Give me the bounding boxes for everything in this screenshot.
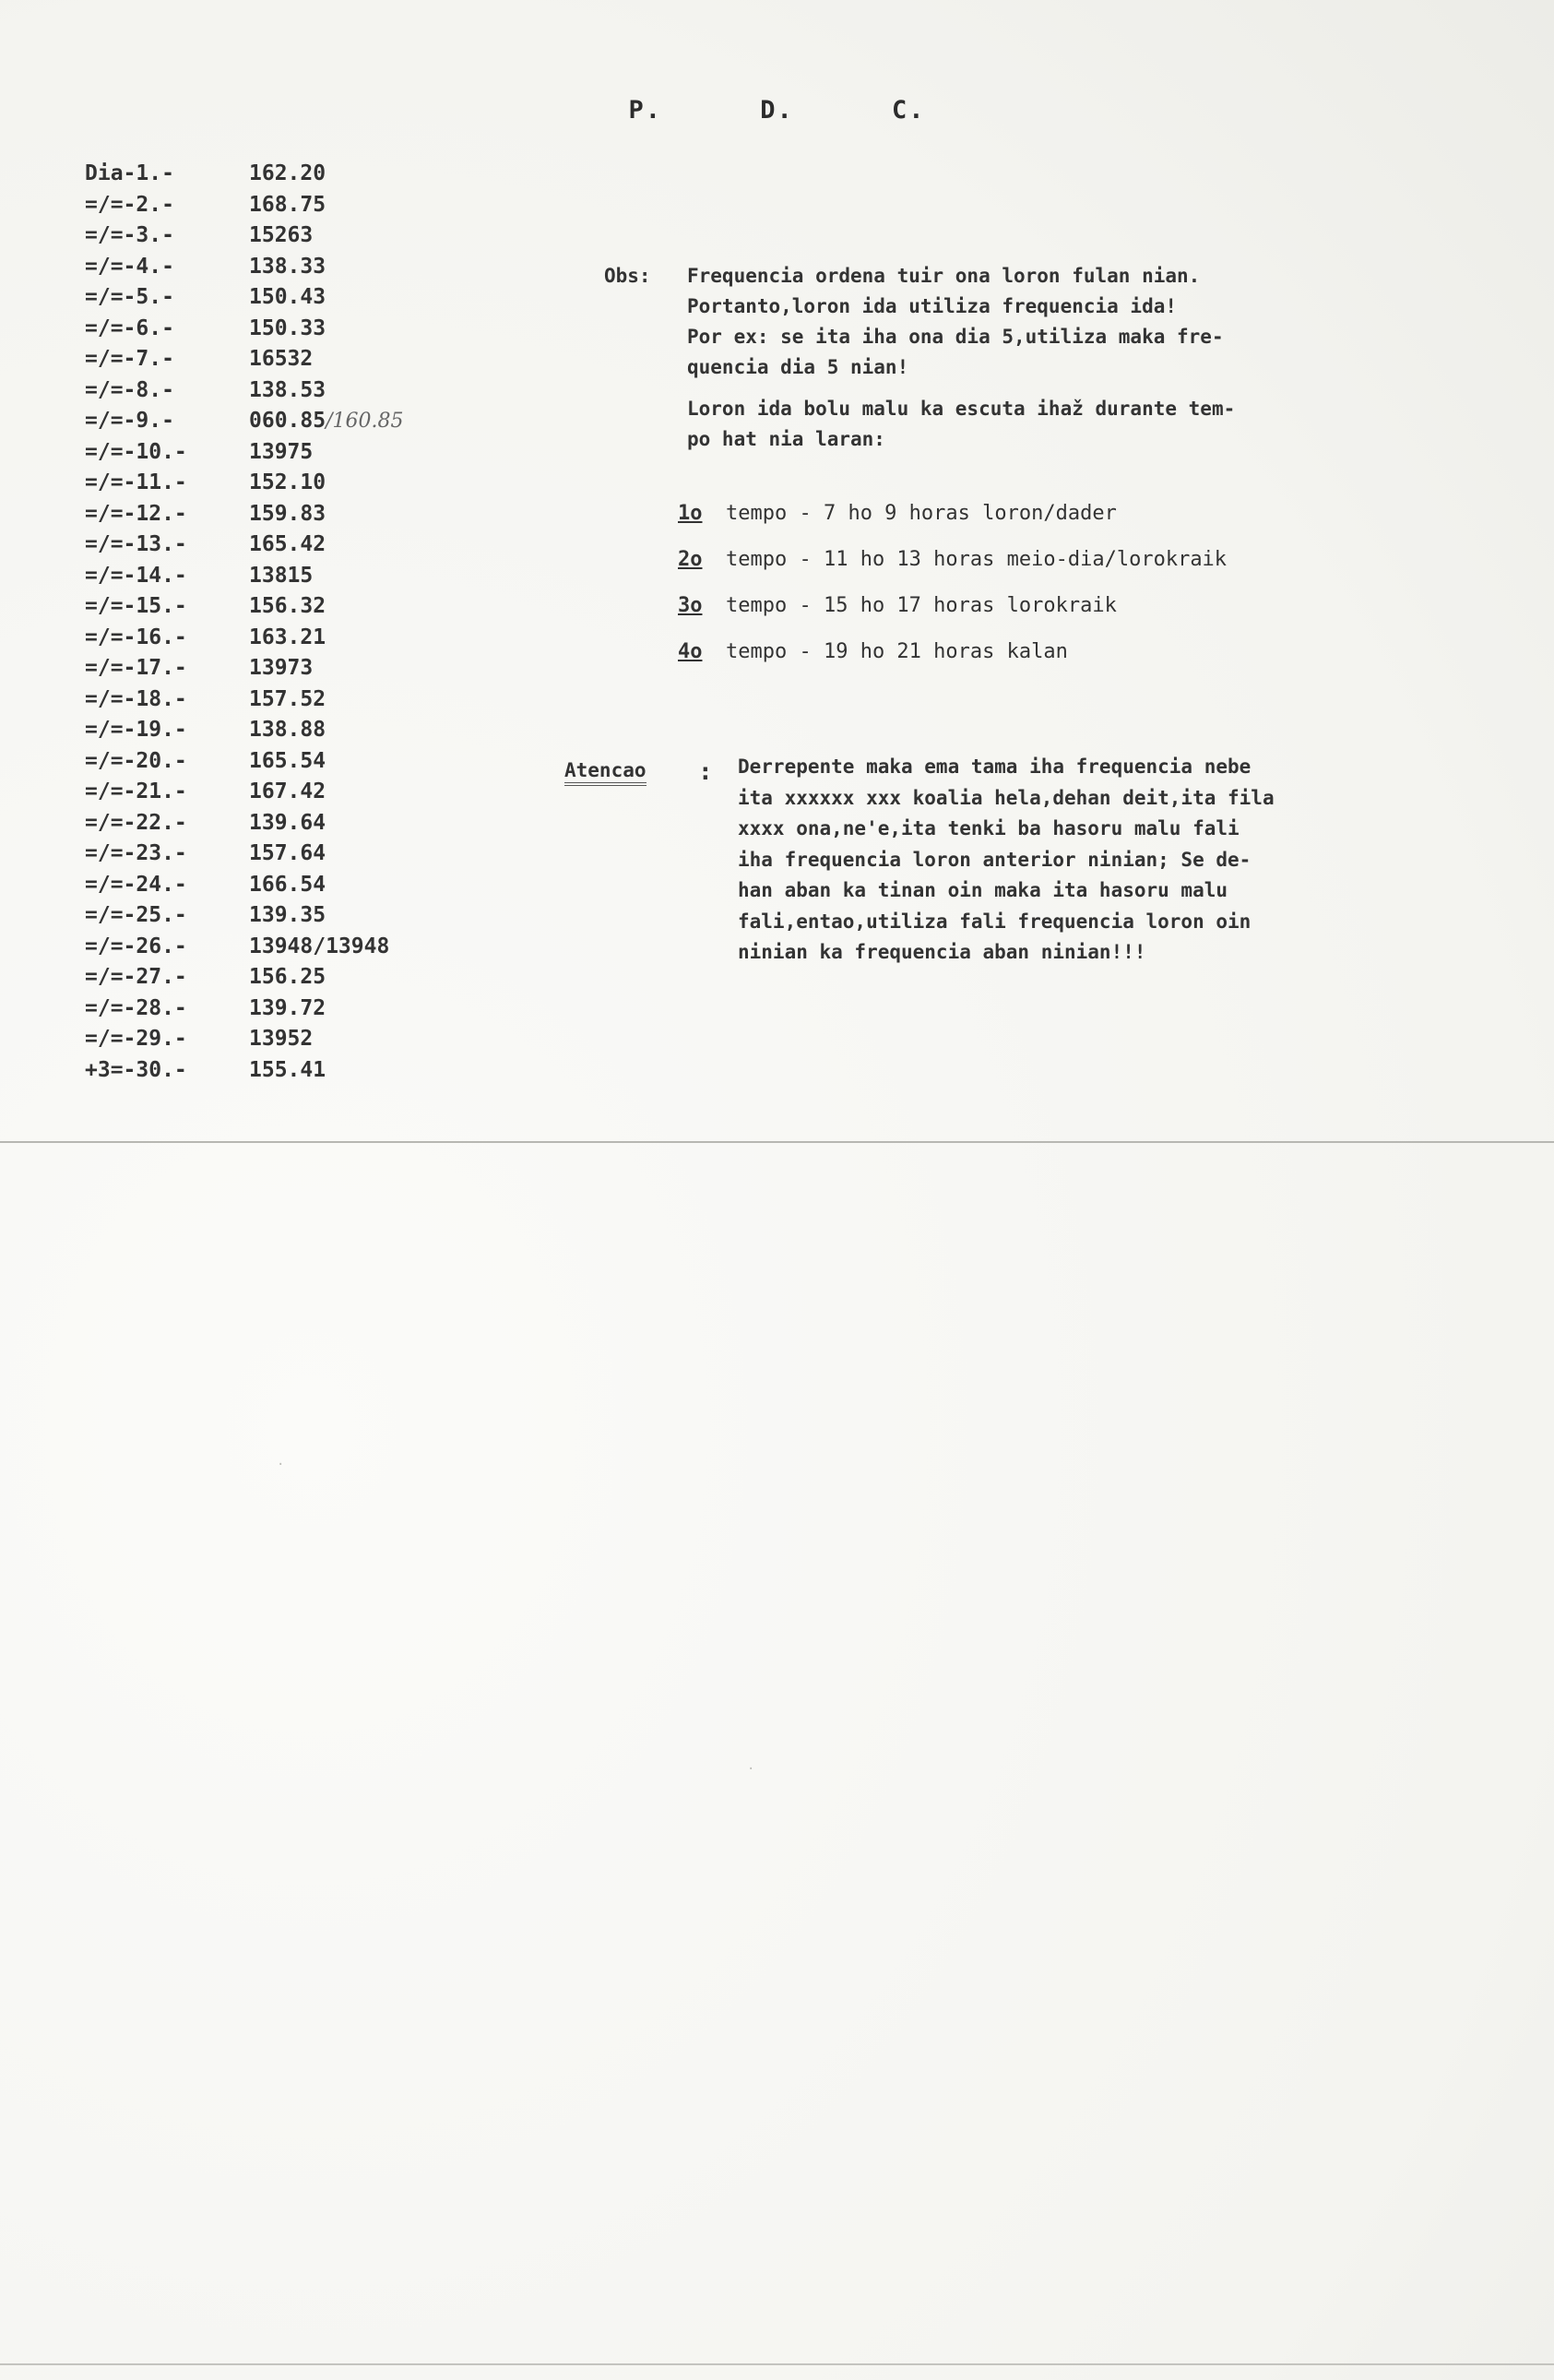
frequency-value: 13815 — [249, 563, 314, 588]
frequency-row — [85, 314, 509, 345]
frequency-row — [85, 839, 509, 870]
tempo-row — [678, 583, 1508, 629]
day-label: =/=-21.- — [85, 779, 187, 803]
obs-line: quencia dia 5 nian! — [687, 356, 909, 378]
obs-line: Portanto,loron ida utiliza frequencia ida! — [687, 295, 1178, 317]
atencao-text — [738, 752, 1503, 969]
obs-line — [604, 261, 1489, 292]
tempo-list — [678, 491, 1508, 675]
frequency-value: 060.85 — [249, 409, 326, 433]
day-label: =/=-13.- — [85, 532, 187, 556]
tempo-ordinal: 2o — [678, 548, 703, 571]
frequency-row — [85, 591, 509, 623]
frequency-list — [85, 159, 509, 1086]
frequency-row — [85, 159, 509, 190]
obs-text: Frequencia ordena tuir ona loron fulan nian. — [687, 265, 1201, 287]
day-label: =/=-23.- — [85, 841, 187, 865]
frequency-row — [85, 561, 509, 592]
frequency-row — [85, 653, 509, 684]
frequency-row — [85, 777, 509, 808]
day-label: =/=-28.- — [85, 995, 187, 1020]
tempo-text: tempo - 15 ho 17 horas lorokraik — [726, 594, 1117, 617]
frequency-row — [85, 684, 509, 716]
day-label: =/=-26.- — [85, 934, 187, 958]
tempo-text: tempo - 7 ho 9 horas loron/dader — [726, 502, 1117, 525]
frequency-value: 159.83 — [249, 501, 326, 526]
atencao-line: han aban ka tinan oin maka ita hasoru malu — [738, 879, 1228, 901]
day-label: =/=-29.- — [85, 1027, 187, 1051]
frequency-value: 139.35 — [249, 903, 326, 927]
frequency-row — [85, 1055, 509, 1087]
atencao-colon: : — [698, 758, 713, 786]
day-label: =/=-8.- — [85, 377, 174, 402]
obs-line: Loron ida bolu malu ka escuta ihaž durante tem- — [687, 398, 1236, 420]
atencao-line: ninian ka frequencia aban ninian!!! — [738, 941, 1146, 963]
obs-line: po hat nia laran: — [687, 428, 885, 450]
day-label: =/=-3.- — [85, 223, 174, 247]
atencao-line: fali,entao,utiliza fali frequencia loron oin — [738, 910, 1252, 933]
frequency-value: 13948/13948 — [249, 934, 390, 958]
atencao-label: Atencao — [564, 758, 647, 786]
day-label: =/=-18.- — [85, 686, 187, 711]
tempo-ordinal: 3o — [678, 594, 703, 617]
day-label: =/=-9.- — [85, 409, 174, 433]
frequency-row — [85, 870, 509, 901]
frequency-row — [85, 282, 509, 314]
day-label: Dia-1.- — [85, 161, 174, 185]
atencao-line: Derrepente maka ema tama iha frequencia nebe — [738, 756, 1252, 778]
tempo-row — [678, 629, 1508, 675]
title-letter-c: C. — [892, 96, 926, 125]
frequency-row — [85, 437, 509, 469]
atencao-line: xxxx ona,ne'e,ita tenki ba hasoru malu fali — [738, 817, 1240, 839]
frequency-value: 155.41 — [249, 1057, 326, 1082]
frequency-value: 13952 — [249, 1027, 314, 1051]
frequency-value: 138.33 — [249, 254, 326, 279]
paper-smudge: · — [747, 1762, 755, 1777]
tempo-text: tempo - 19 ho 21 horas kalan — [726, 640, 1068, 663]
frequency-row — [85, 808, 509, 839]
frequency-value: 165.54 — [249, 748, 326, 773]
frequency-value: 13973 — [249, 656, 314, 680]
obs-line: Por ex: se ita iha ona dia 5,utiliza maka fre- — [687, 326, 1224, 348]
day-label: =/=-2.- — [85, 192, 174, 217]
frequency-value: 162.20 — [249, 161, 326, 185]
atencao-line: iha frequencia loron anterior ninian; Se de- — [738, 848, 1252, 871]
obs-label: Obs: — [604, 265, 651, 287]
frequency-value: 15263 — [249, 223, 314, 247]
frequency-value: 152.10 — [249, 470, 326, 494]
frequency-value: 156.32 — [249, 594, 326, 618]
frequency-row — [85, 932, 509, 963]
frequency-row — [85, 715, 509, 746]
tempo-ordinal: 4o — [678, 640, 703, 663]
day-label: =/=-6.- — [85, 315, 174, 340]
observation-block — [604, 261, 1489, 455]
day-label: =/=-7.- — [85, 347, 174, 371]
day-label: =/=-5.- — [85, 285, 174, 309]
tempo-row — [678, 537, 1508, 583]
frequency-value: 150.43 — [249, 285, 326, 309]
frequency-row — [85, 190, 509, 221]
frequency-value: 163.21 — [249, 625, 326, 649]
frequency-value: 157.52 — [249, 686, 326, 711]
frequency-row — [85, 406, 509, 437]
frequency-row — [85, 530, 509, 561]
frequency-value: 167.42 — [249, 779, 326, 803]
frequency-row — [85, 746, 509, 778]
frequency-row — [85, 900, 509, 932]
frequency-value: 138.88 — [249, 718, 326, 742]
day-label: =/=-24.- — [85, 872, 187, 897]
day-label: =/=-17.- — [85, 656, 187, 680]
atencao-line: ita xxxxxx xxx koalia hela,dehan deit,ita fila — [738, 786, 1275, 809]
frequency-row — [85, 375, 509, 407]
frequency-value: 13975 — [249, 439, 314, 464]
day-label: =/=-4.- — [85, 254, 174, 279]
day-label: =/=-15.- — [85, 594, 187, 618]
tempo-text: tempo - 11 ho 13 horas meio-dia/lorokraik — [726, 548, 1228, 571]
fold-line — [0, 1141, 1554, 1143]
day-label: =/=-11.- — [85, 470, 187, 494]
frequency-row — [85, 468, 509, 499]
title-letter-d: D. — [760, 96, 794, 125]
frequency-value: 168.75 — [249, 192, 326, 217]
frequency-value: 139.72 — [249, 995, 326, 1020]
page-title — [0, 96, 1554, 125]
handwritten-correction: /160.85 — [326, 410, 404, 433]
day-label: =/=-16.- — [85, 625, 187, 649]
tempo-ordinal: 1o — [678, 502, 703, 525]
frequency-value: 157.64 — [249, 841, 326, 865]
day-label: =/=-14.- — [85, 563, 187, 588]
frequency-value: 165.42 — [249, 532, 326, 556]
day-label: =/=-25.- — [85, 903, 187, 927]
frequency-row — [85, 994, 509, 1025]
frequency-value: 139.64 — [249, 810, 326, 835]
frequency-row — [85, 499, 509, 530]
frequency-row — [85, 962, 509, 994]
title-letter-p: P. — [628, 96, 662, 125]
frequency-value: 16532 — [249, 347, 314, 371]
day-label: =/=-20.- — [85, 748, 187, 773]
frequency-row — [85, 220, 509, 252]
day-label: +3=-30.- — [85, 1057, 187, 1082]
frequency-row — [85, 623, 509, 654]
day-label: =/=-12.- — [85, 501, 187, 526]
day-label: =/=-19.- — [85, 718, 187, 742]
frequency-row — [85, 344, 509, 375]
frequency-value: 138.53 — [249, 377, 326, 402]
day-label: =/=-27.- — [85, 965, 187, 989]
frequency-value: 156.25 — [249, 965, 326, 989]
frequency-row — [85, 252, 509, 283]
day-label: =/=-22.- — [85, 810, 187, 835]
tempo-row — [678, 491, 1508, 537]
day-label: =/=-10.- — [85, 439, 187, 464]
paper-smudge: · — [277, 1458, 285, 1472]
frequency-value: 150.33 — [249, 315, 326, 340]
frequency-row — [85, 1024, 509, 1055]
paper-bottom-edge — [0, 2363, 1554, 2365]
frequency-value: 166.54 — [249, 872, 326, 897]
